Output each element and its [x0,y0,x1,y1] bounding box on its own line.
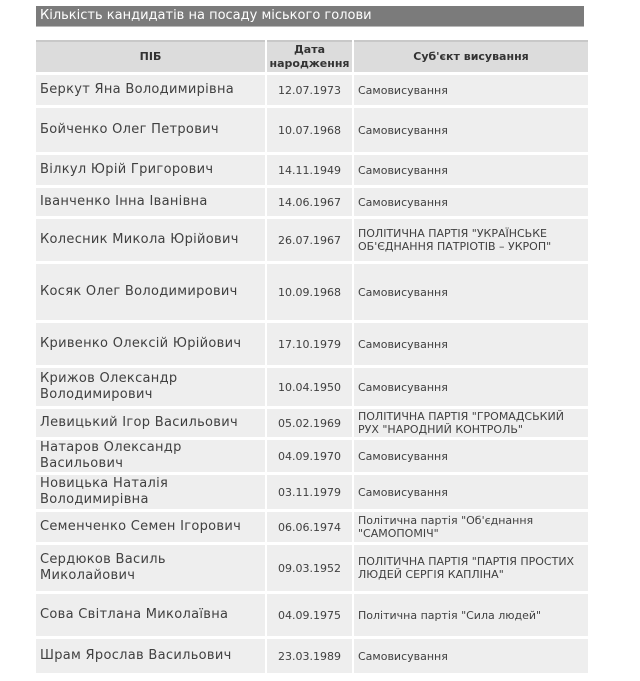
table-row [36,545,588,591]
table-row [36,475,588,509]
candidate-name: Семенченко Семен Ігорович [36,512,265,542]
nomination-subject: Самовисування [354,440,588,472]
table-row [36,594,588,636]
birth-date: 10.07.1968 [267,108,352,152]
candidate-name: Новицька Наталія Володимирівна [36,475,265,509]
birth-date: 04.09.1970 [267,440,352,472]
candidate-name: Сова Світлана Миколаївна [36,594,265,636]
birth-date: 10.09.1968 [267,264,352,320]
column-header-subject: Суб'єкт висування [354,40,588,72]
nomination-subject: ПОЛІТИЧНА ПАРТІЯ "ПАРТІЯ ПРОСТИХ ЛЮДЕЙ СЕРГІЯ КАПЛІНА" [354,545,588,591]
table-row [36,368,588,406]
nomination-subject: Самовисування [354,323,588,365]
candidate-name: Шрам Ярослав Васильович [36,639,265,673]
table-row [36,323,588,365]
candidate-name: Левицький Ігор Васильович [36,409,265,437]
birth-date: 09.03.1952 [267,545,352,591]
column-header-birth-line2: народження [269,57,350,70]
candidate-name: Колесник Микола Юрійович [36,219,265,261]
column-header-birth-date [267,40,352,72]
candidates-table [34,37,590,676]
table-row [36,155,588,185]
table-row [36,219,588,261]
section-title: Кількість кандидатів на посаду міського голови [36,6,584,26]
table-row [36,108,588,152]
birth-date: 03.11.1979 [267,475,352,509]
nomination-subject: Самовисування [354,639,588,673]
candidate-name: Кривенко Олексій Юрійович [36,323,265,365]
birth-date: 23.03.1989 [267,639,352,673]
nomination-subject: ПОЛІТИЧНА ПАРТІЯ "УКРАЇНСЬКЕ ОБ'ЄДНАННЯ ПАТРІОТІВ – УКРОП" [354,219,588,261]
table-row [36,440,588,472]
table-row [36,409,588,437]
nomination-subject: Самовисування [354,75,588,105]
nomination-subject: Самовисування [354,155,588,185]
table-row [36,75,588,105]
nomination-subject: Політична партія "Об'єднання "САМОПОМІЧ" [354,512,588,542]
birth-date: 14.11.1949 [267,155,352,185]
nomination-subject: Самовисування [354,368,588,406]
birth-date: 10.04.1950 [267,368,352,406]
candidate-name: Крижов Олександр Володимирович [36,368,265,406]
birth-date: 12.07.1973 [267,75,352,105]
candidate-name: Вілкул Юрій Григорович [36,155,265,185]
candidate-name: Косяк Олег Володимирович [36,264,265,320]
table-row [36,639,588,673]
candidate-name: Беркут Яна Володимирівна [36,75,265,105]
table-row [36,264,588,320]
table-row [36,512,588,542]
title-divider [36,26,584,27]
nomination-subject: ПОЛІТИЧНА ПАРТІЯ "ГРОМАДСЬКИЙ РУХ "НАРОДНИЙ КОНТРОЛЬ" [354,409,588,437]
nomination-subject: Самовисування [354,108,588,152]
candidate-name: Бойченко Олег Петрович [36,108,265,152]
table-row [36,188,588,216]
candidate-name: Сердюков Василь Миколайович [36,545,265,591]
birth-date: 14.06.1967 [267,188,352,216]
column-header-birth-line1: Дата [293,43,326,56]
birth-date: 06.06.1974 [267,512,352,542]
candidate-name: Іванченко Інна Іванівна [36,188,265,216]
nomination-subject: Самовисування [354,475,588,509]
nomination-subject: Самовисування [354,188,588,216]
birth-date: 05.02.1969 [267,409,352,437]
birth-date: 04.09.1975 [267,594,352,636]
birth-date: 17.10.1979 [267,323,352,365]
column-header-name: ПІБ [36,40,265,72]
candidate-name: Натаров Олександр Васильович [36,440,265,472]
nomination-subject: Політична партія "Сила людей" [354,594,588,636]
birth-date: 26.07.1967 [267,219,352,261]
table-header-row [36,40,588,72]
nomination-subject: Самовисування [354,264,588,320]
